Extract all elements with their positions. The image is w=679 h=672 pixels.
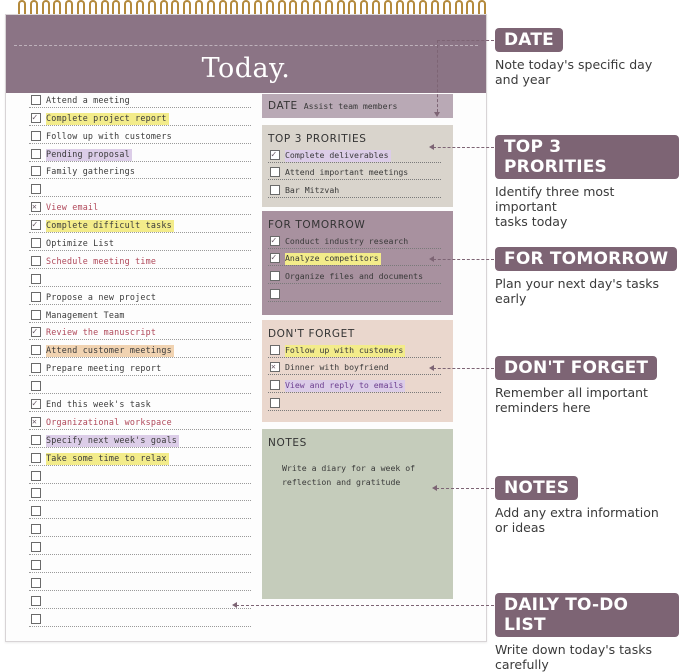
top3-connector	[433, 147, 494, 148]
tomorrow-arrow	[429, 256, 434, 262]
checklist-row	[29, 466, 251, 484]
checkbox[interactable]	[31, 399, 41, 409]
callout-top3	[495, 135, 679, 229]
checklist-row	[29, 287, 251, 305]
callout-dontforget-badge: DON'T FORGET	[495, 356, 657, 380]
tomorrow-title: FOR TOMORROW	[268, 219, 366, 231]
checkbox[interactable]	[31, 381, 41, 391]
task-text[interactable]	[46, 498, 48, 500]
callout-daily-desc-1: Write down today's tasks	[495, 642, 652, 657]
checklist-row	[29, 126, 251, 144]
checklist-row	[29, 430, 251, 448]
checkbox[interactable]	[31, 238, 41, 248]
checklist-row	[29, 519, 251, 537]
checkbox[interactable]	[31, 345, 41, 355]
task-text[interactable]	[46, 552, 48, 554]
header-divider	[14, 45, 478, 46]
task-text[interactable]	[46, 570, 48, 572]
task-text[interactable]: Follow up with customers	[46, 130, 172, 141]
task-text[interactable]	[46, 534, 48, 536]
task-text[interactable]	[46, 284, 48, 286]
task-text[interactable]: Attend important meetings	[285, 167, 409, 178]
checklist-row	[268, 266, 441, 284]
checklist-row	[29, 179, 251, 197]
task-text[interactable]: Conduct industry research	[285, 235, 409, 246]
checklist-row	[29, 144, 251, 162]
callout-tomorrow-badge: FOR TOMORROW	[495, 247, 677, 271]
checkbox[interactable]	[31, 256, 41, 266]
checklist-row	[29, 215, 251, 233]
checkbox[interactable]	[31, 578, 41, 588]
checklist-row	[268, 231, 441, 249]
checkbox[interactable]	[270, 271, 280, 281]
dontforget-arrow	[429, 365, 434, 371]
top3-panel	[262, 125, 453, 207]
checklist-row	[29, 394, 251, 412]
checklist-row	[29, 108, 251, 126]
checkbox[interactable]	[270, 398, 280, 408]
checkbox[interactable]	[31, 327, 41, 337]
checkbox[interactable]	[31, 184, 41, 194]
callout-tomorrow-desc-2: early	[495, 291, 527, 306]
task-text[interactable]	[285, 299, 287, 301]
callout-tomorrow-desc-1: Plan your next day's tasks	[495, 276, 660, 291]
task-text[interactable]: Optimize List	[46, 238, 115, 249]
tomorrow-list	[262, 231, 453, 302]
notes-title: NOTES	[268, 437, 307, 449]
checklist-row	[29, 573, 251, 591]
task-text[interactable]: Dinner with boyfriend	[285, 362, 389, 373]
daily-arrow	[232, 602, 237, 608]
checkbox[interactable]	[31, 596, 41, 606]
notes-content[interactable]	[262, 449, 453, 489]
notes-panel	[262, 429, 453, 599]
callout-top3-desc-2: tasks today	[495, 214, 568, 229]
task-text[interactable]: Review the manuscript	[46, 327, 157, 338]
checklist-row	[268, 393, 441, 411]
checklist-row	[29, 340, 251, 358]
checklist-row	[268, 375, 441, 393]
task-text[interactable]: View email	[46, 202, 99, 213]
task-text[interactable]	[46, 391, 48, 393]
checklist-row	[29, 376, 251, 394]
task-text[interactable]: Pending proposal	[46, 148, 130, 159]
task-text[interactable]: Management Team	[46, 309, 125, 320]
tomorrow-connector	[433, 259, 494, 260]
daily-connector	[236, 605, 494, 606]
notes-line-2: reflection and gratitude	[282, 477, 401, 487]
checklist-row	[29, 555, 251, 573]
task-text[interactable]	[285, 408, 287, 410]
checklist-row	[29, 609, 251, 627]
notes-connector	[436, 488, 494, 489]
date-connector-vertical	[437, 40, 438, 112]
checkbox[interactable]	[31, 220, 41, 230]
callout-daily-desc-2: carefully	[495, 657, 549, 672]
dontforget-connector	[433, 368, 494, 369]
callout-date	[495, 28, 652, 87]
callout-top3-desc-1: Identify three most important	[495, 184, 615, 214]
callout-daily-badge: DAILY TO-DO LIST	[495, 593, 679, 637]
date-label: DATE	[268, 100, 298, 112]
task-text[interactable]	[46, 606, 48, 608]
dontforget-list	[262, 340, 453, 411]
date-connector	[437, 40, 494, 41]
callout-top3-badge: TOP 3 PRORITIES	[495, 135, 679, 179]
checkbox[interactable]	[31, 149, 41, 159]
task-text[interactable]: Specify next week's goals	[46, 434, 178, 445]
checkbox[interactable]	[31, 614, 41, 624]
checklist-row	[268, 180, 441, 198]
task-text[interactable]: Schedule meeting time	[46, 255, 157, 266]
task-text[interactable]	[46, 516, 48, 518]
checklist-row	[268, 284, 441, 302]
checkbox[interactable]	[270, 167, 280, 177]
task-text[interactable]: Propose a new project	[46, 291, 157, 302]
callout-date-badge: DATE	[495, 28, 563, 52]
checkbox[interactable]	[270, 289, 280, 299]
checkbox[interactable]	[31, 363, 41, 373]
top3-title: TOP 3 PRORITIES	[268, 133, 367, 145]
checkbox[interactable]	[31, 202, 41, 212]
checkbox[interactable]	[31, 471, 41, 481]
date-panel	[262, 94, 453, 118]
checklist-row	[29, 197, 251, 215]
checkbox[interactable]	[31, 274, 41, 284]
checkbox[interactable]	[31, 506, 41, 516]
notes-arrow	[432, 485, 437, 491]
task-text[interactable]: End this week's task	[46, 399, 151, 410]
notes-line-1: Write a diary for a week of	[282, 463, 416, 473]
checkbox[interactable]	[270, 345, 280, 355]
task-text[interactable]: Analyze competitors	[285, 253, 379, 264]
checkbox[interactable]	[31, 95, 41, 105]
checklist-row	[29, 591, 251, 609]
checkbox[interactable]	[31, 524, 41, 534]
top3-list	[262, 145, 453, 198]
checklist-row	[268, 358, 441, 376]
date-value[interactable]: Assist team members	[303, 101, 398, 111]
task-text[interactable]	[46, 624, 48, 626]
callout-notes-desc-1: Add any extra information	[495, 505, 659, 520]
page-header	[6, 15, 486, 93]
checklist-row	[29, 305, 251, 323]
checkbox[interactable]	[31, 292, 41, 302]
checkbox[interactable]	[270, 236, 280, 246]
checkbox[interactable]	[270, 380, 280, 390]
callout-dontforget	[495, 356, 657, 415]
top3-arrow	[429, 144, 434, 150]
task-text[interactable]: Attend customer meetings	[46, 345, 172, 356]
checklist-row	[29, 537, 251, 555]
checklist-row	[29, 412, 251, 430]
task-text[interactable]: Complete difficult tasks	[46, 220, 172, 231]
callout-notes-desc-2: or ideas	[495, 520, 546, 535]
checkbox[interactable]	[31, 488, 41, 498]
checkbox[interactable]	[31, 113, 41, 123]
checkbox[interactable]	[31, 435, 41, 445]
dontforget-panel	[262, 320, 453, 422]
checklist-row	[268, 145, 441, 163]
checklist-row	[29, 251, 251, 269]
checklist-row	[29, 162, 251, 180]
task-text[interactable]: Take some time to relax	[46, 452, 167, 463]
checklist-row	[29, 269, 251, 287]
task-text[interactable]	[46, 481, 48, 483]
checklist-row	[29, 484, 251, 502]
task-text[interactable]: Complete project report	[46, 112, 167, 123]
callout-dontforget-desc-2: reminders here	[495, 400, 591, 415]
task-text[interactable]: Family gatherings	[46, 166, 136, 177]
callout-dontforget-desc-1: Remember all important	[495, 385, 648, 400]
daily-todo-list	[29, 90, 251, 627]
callout-notes	[495, 476, 659, 535]
checkbox[interactable]	[270, 185, 280, 195]
checkbox[interactable]	[31, 542, 41, 552]
checklist-row	[268, 163, 441, 181]
task-text[interactable]: Complete deliverables	[285, 149, 389, 160]
callout-notes-badge: NOTES	[495, 476, 578, 500]
checkbox[interactable]	[31, 560, 41, 570]
checklist-row	[29, 323, 251, 341]
checkbox[interactable]	[270, 362, 280, 372]
task-text[interactable]	[46, 588, 48, 590]
checkbox[interactable]	[270, 150, 280, 160]
date-arrow	[434, 112, 440, 117]
checklist-row	[29, 90, 251, 108]
checkbox[interactable]	[31, 310, 41, 320]
task-text[interactable]: Attend a meeting	[46, 94, 130, 105]
checkbox[interactable]	[31, 166, 41, 176]
checklist-row	[268, 340, 441, 358]
tomorrow-panel	[262, 211, 453, 315]
task-text[interactable]: Bar Mitzvah	[285, 185, 340, 196]
callout-date-desc-2: and year	[495, 72, 551, 87]
task-text[interactable]: Organize files and documents	[285, 271, 424, 282]
checkbox[interactable]	[31, 453, 41, 463]
callout-tomorrow	[495, 247, 677, 306]
task-text[interactable]: Prepare meeting report	[46, 363, 162, 374]
checklist-row	[29, 233, 251, 251]
checkbox[interactable]	[31, 417, 41, 427]
page-title: Today.	[201, 53, 291, 84]
task-text[interactable]: View and reply to emails	[285, 380, 404, 391]
checkbox[interactable]	[31, 131, 41, 141]
callout-date-desc-1: Note today's specific day	[495, 57, 653, 72]
checkbox[interactable]	[270, 253, 280, 263]
checklist-row	[268, 249, 441, 267]
callout-daily	[495, 593, 679, 672]
checklist-row	[29, 358, 251, 376]
task-text[interactable]	[46, 194, 48, 196]
checklist-row	[29, 448, 251, 466]
task-text[interactable]: Organizational workspace	[46, 416, 172, 427]
checklist-row	[29, 501, 251, 519]
task-text[interactable]: Follow up with customers	[285, 344, 404, 355]
dontforget-title: DON'T FORGET	[268, 328, 355, 340]
